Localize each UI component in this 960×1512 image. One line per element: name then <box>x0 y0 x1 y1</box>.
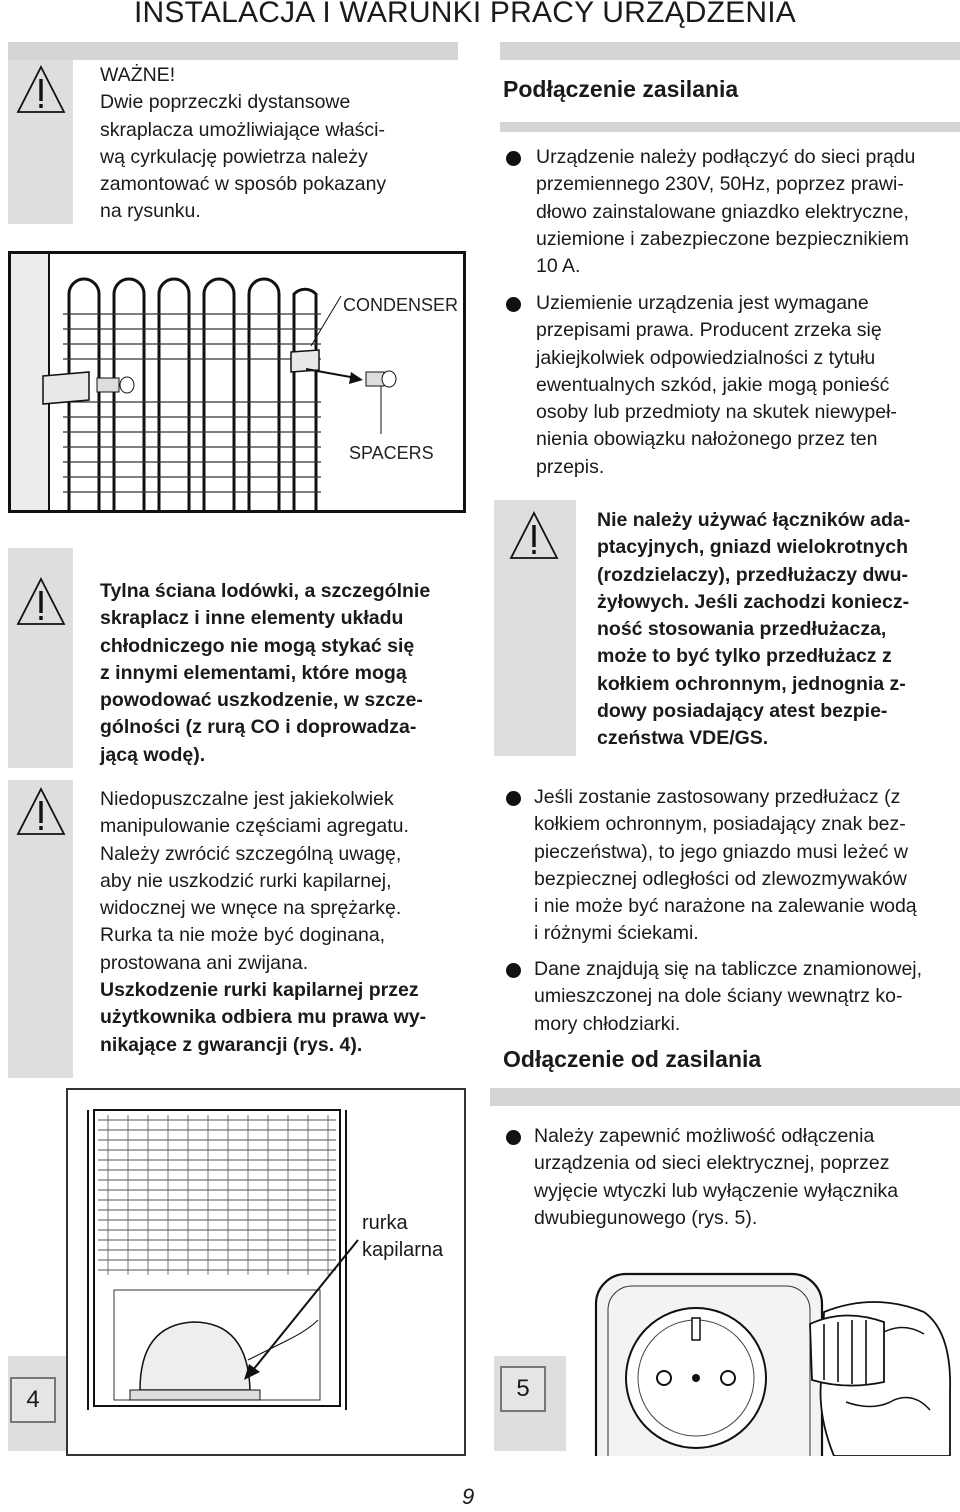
heading-bar <box>500 122 960 132</box>
warning-line: chłodniczego nie mogą stykać się <box>100 634 415 657</box>
figure-number-5: 5 <box>500 1366 546 1412</box>
paragraph-line: Uziemienie urządzenia jest wymagane <box>536 292 869 314</box>
paragraph-line: Jeśli zostanie zastosowany przedłużacz (z <box>534 786 901 808</box>
paragraph-line: i różnymi ściekami. <box>534 922 699 945</box>
socket-plug-illustration <box>584 1272 954 1456</box>
warning-triangle-icon <box>15 64 67 116</box>
condenser-label: CONDENSER <box>343 295 459 315</box>
paragraph-line: pieczeństwa), to jego gniazdo musi leżeć w <box>534 840 908 863</box>
warning-line: Nie należy używać łączników ada- <box>597 509 911 531</box>
bullet-dot-icon <box>506 1130 521 1145</box>
important-line: zamontować w sposób pokazany <box>100 173 387 196</box>
capillary-label-line: kapilarna <box>362 1239 444 1261</box>
paragraph-line: Dane znajdują się na tabliczce znamionowej, <box>534 958 923 980</box>
warning-triangle-icon <box>508 510 560 562</box>
warning-triangle-icon <box>15 786 67 838</box>
paragraph-line: 10 A. <box>536 255 581 278</box>
warning-line: skraplacz i inne elementy układu <box>100 607 404 630</box>
section-bar-right <box>500 42 960 60</box>
power-paragraph-2 <box>536 290 956 481</box>
paragraph-line: Urządzenie należy podłączyć do sieci prądu <box>536 146 916 168</box>
bullet-dot-icon <box>506 151 521 166</box>
warning-line: kołkiem ochronnym, jednognia z- <box>597 672 906 695</box>
paragraph-line: jakiejkolwiek odpowiedzialności z tytułu <box>536 346 876 369</box>
warning-line: powodować uszkodzenie, w szcze- <box>100 689 423 712</box>
disconnect-paragraph <box>534 1123 958 1232</box>
power-heading: Podłączenie zasilania <box>503 76 739 102</box>
gutter-important <box>8 60 73 224</box>
paragraph-line: dłowo zainstalowane gniazdko elektryczne, <box>536 200 909 223</box>
warning-line: ność stosowania przedłużacza, <box>597 618 887 641</box>
paragraph-line: uziemione i zabezpieczone bezpiecznikiem <box>536 227 909 250</box>
paragraph-line: urządzenia od sieci elektrycznej, poprzez <box>534 1152 890 1175</box>
warning-line: żyłowych. Jeśli zachodzi koniecz- <box>597 590 910 613</box>
warning-line: Tylna ściana lodówki, a szczególnie <box>100 580 431 602</box>
warning-line: prostowana ani zwijana. <box>100 951 309 974</box>
section-bar-left <box>8 42 458 60</box>
warning-line: dowy posiadający atest bezpie- <box>597 700 888 723</box>
important-line: Dwie poprzeczki dystansowe <box>100 91 351 114</box>
important-label: WAŻNE! <box>100 64 176 86</box>
paragraph-line: wyjęcie wtyczki lub wyłączenie wyłącznika <box>534 1179 899 1202</box>
warning-line: widocznej we wnęce na sprężarkę. <box>100 897 402 920</box>
paragraph-line: bezpiecznej odległości od zlewozmywaków <box>534 867 907 890</box>
warning-line-bold: użytkownika odbiera mu prawa wy- <box>100 1006 427 1029</box>
capillary-tube-label <box>362 1210 443 1264</box>
warning-line: (rozdzielaczy), przedłużaczy dwu- <box>597 563 908 586</box>
warning-line: ptacyjnych, gniazd wielokrotnych <box>597 536 908 559</box>
warning-line: z innymi elementami, które mogą <box>100 661 407 684</box>
gutter-adapters <box>494 500 576 756</box>
paragraph-line: i nie może być narażone na zalewanie wodą <box>534 895 917 918</box>
warning-line: może to być tylko przedłużacz z <box>597 645 892 668</box>
rating-plate-paragraph <box>534 956 958 1038</box>
figure-number-4: 4 <box>10 1377 56 1423</box>
warning-line: Rurka ta nie może być doginana, <box>100 924 386 947</box>
paragraph-line: kołkiem ochronnym, posiadający znak bez- <box>534 813 906 836</box>
warning-line: Należy zwrócić szczególną uwagę, <box>100 842 402 865</box>
warning-line-bold: nikające z gwarancji (rys. 4). <box>100 1033 363 1056</box>
important-line: skraplacza umożliwiające właści- <box>100 118 386 141</box>
important-note <box>100 62 460 226</box>
disconnect-heading: Odłączenie od zasilania <box>503 1046 762 1072</box>
gutter-back-wall <box>8 548 73 768</box>
spacers-label: SPACERS <box>349 443 434 463</box>
condenser-figure <box>8 251 466 513</box>
warning-triangle-icon <box>15 576 67 628</box>
bullet-dot-icon <box>506 791 521 806</box>
important-line: wą cyrkulację powietrza należy <box>100 145 368 168</box>
back-wall-warning <box>100 578 465 769</box>
paragraph-line: osoby lub przedmioty na skutek niewypeł- <box>536 401 897 424</box>
figure-4 <box>66 1088 466 1456</box>
bullet-dot-icon <box>506 297 521 312</box>
warning-line: aby nie uszkodzić rurki kapilarnej, <box>100 869 392 892</box>
paragraph-line: przepisami prawa. Producent zrzeka się <box>536 319 882 342</box>
warning-line: Niedopuszczalne jest jakiekolwiek <box>100 788 394 810</box>
capillary-label-line: rurka <box>362 1212 408 1234</box>
paragraph-line: mory chłodziarki. <box>534 1012 681 1035</box>
page-title: INSTALACJA I WARUNKI PRACY URZĄDZENIA <box>134 0 796 29</box>
warning-line: czeństwa VDE/GS. <box>597 727 769 750</box>
warning-line-bold: Uszkodzenie rurki kapilarnej przez <box>100 979 419 1002</box>
figure-5 <box>584 1272 954 1456</box>
warning-line: jącą wodę). <box>100 743 206 766</box>
paragraph-line: przepis. <box>536 455 605 478</box>
gutter-compressor <box>8 780 73 1078</box>
bullet-dot-icon <box>506 963 521 978</box>
paragraph-line: nienia obowiązku nałożonego przez ten <box>536 428 878 451</box>
paragraph-line: przemiennego 230V, 50Hz, poprzez prawi- <box>536 173 904 196</box>
paragraph-line: ewentualnych szkód, jakie mogą ponieść <box>536 373 890 396</box>
warning-line: gólności (z rurą CO i doprowadza- <box>100 716 417 739</box>
page-number: 9 <box>462 1484 475 1509</box>
paragraph-line: dwubiegunowego (rys. 5). <box>534 1206 758 1229</box>
heading-bar <box>490 1088 960 1106</box>
compressor-warning <box>100 786 465 1059</box>
important-line: na rysunku. <box>100 200 201 223</box>
compressor-niche-illustration <box>68 1090 464 1454</box>
adapters-warning <box>597 507 957 753</box>
paragraph-line: umieszczonej na dole ściany wewnątrz ko- <box>534 985 903 1008</box>
power-paragraph-1 <box>536 144 956 280</box>
paragraph-line: Należy zapewnić możliwość odłączenia <box>534 1125 875 1147</box>
condenser-illustration <box>11 254 463 510</box>
extension-paragraph <box>534 784 958 948</box>
warning-line: manipulowanie częściami agregatu. <box>100 815 409 838</box>
